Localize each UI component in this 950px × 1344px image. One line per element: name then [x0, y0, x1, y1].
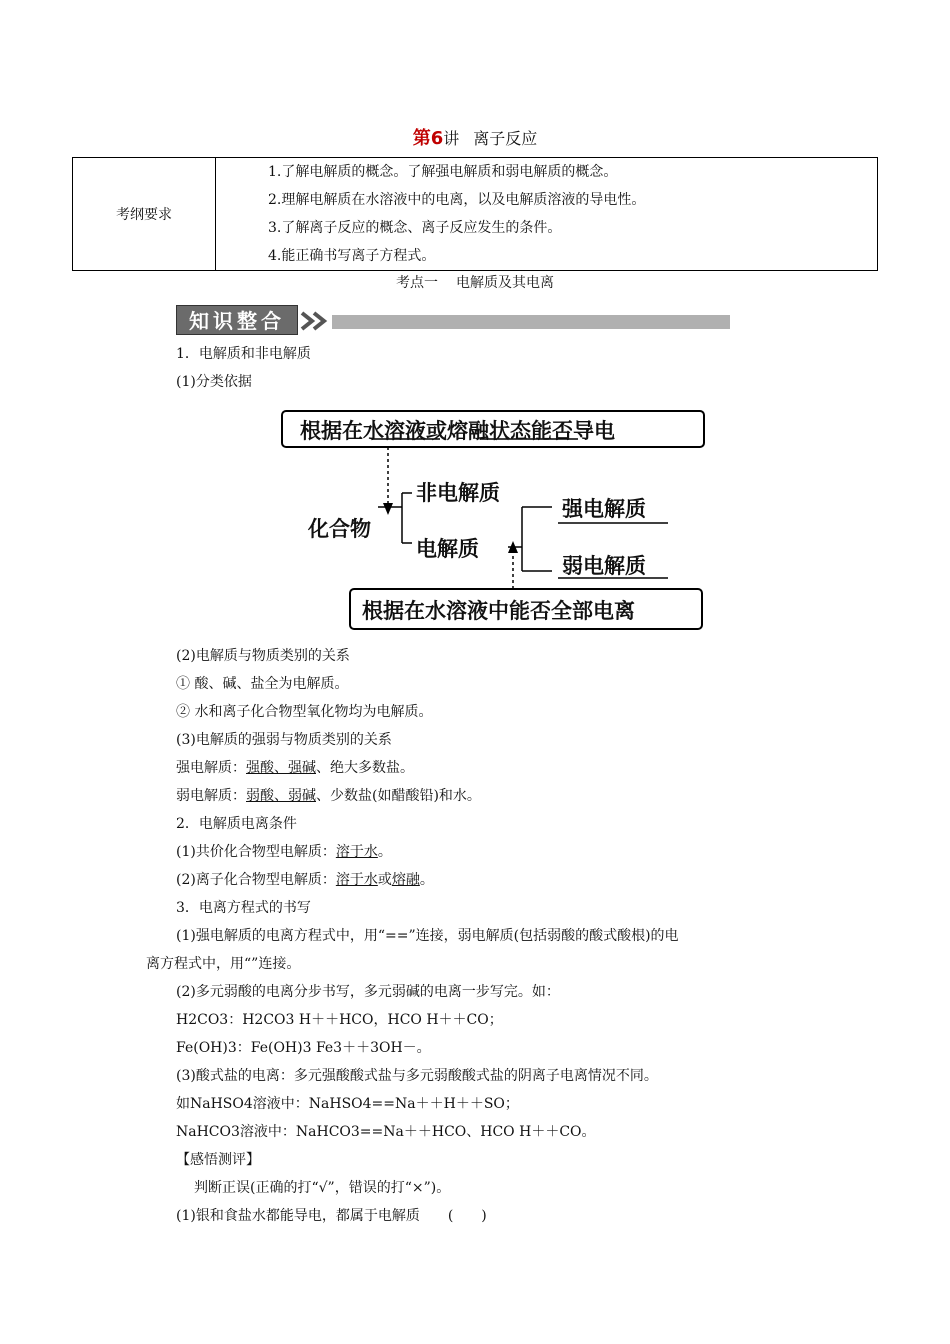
node-strong-electrolyte: 强电解质: [562, 497, 646, 521]
text-line: (1)共价化合物型电解质：溶于水。: [176, 844, 392, 860]
text-line: 强电解质：强酸、强碱、绝大多数盐。: [176, 760, 414, 776]
text-line: (3)电解质的强弱与物质类别的关系: [176, 732, 392, 748]
text-line: NaHCO3溶液中：NaHCO3==Na＋＋HCO、HCO H＋＋CO。: [176, 1124, 596, 1140]
answer-blank: 强酸、强碱: [246, 760, 316, 776]
answer-blank: 溶于水: [335, 872, 378, 888]
banner-label: 知识整合: [176, 305, 298, 335]
answer-blank: 弱酸、弱碱: [246, 788, 316, 804]
knowledge-banner: [176, 305, 730, 335]
text-line: ② 水和离子化合物型氧化物均为电解质。: [176, 704, 433, 720]
node-electrolyte: 电解质: [416, 537, 479, 561]
answer-blank: 溶于水: [335, 844, 378, 860]
node-weak-electrolyte: 弱电解质: [562, 554, 646, 578]
text-line: (2)离子化合物型电解质：溶于水或熔融。: [176, 872, 434, 888]
text-line: (1)分类依据: [176, 374, 252, 390]
text-line: 判断正误(正确的打“√”，错误的打“×”)。: [194, 1180, 451, 1196]
requirement-item: 4.能正确书写离子方程式。: [268, 248, 436, 264]
answer-blank: 熔融: [391, 872, 420, 888]
text-line: ① 酸、碱、盐全为电解质。: [176, 676, 349, 692]
requirements-table: [72, 157, 878, 271]
requirement-item: 1.了解电解质的概念。了解强电解质和弱电解质的概念。: [268, 164, 618, 180]
text-line: 2．电解质电离条件: [176, 816, 297, 832]
text-line: 1．电解质和非电解质: [176, 346, 311, 362]
requirement-item: 2.理解电解质在水溶液中的电离，以及电解质溶液的导电性。: [268, 192, 646, 208]
title-lecture: 讲: [443, 129, 460, 148]
requirements-label: 考纲要求: [73, 158, 216, 271]
title-topic: 离子反应: [473, 129, 538, 148]
text-line: (2)电解质与物质类别的关系: [176, 648, 350, 664]
classification-diagram: [280, 405, 710, 637]
banner-bar: [332, 315, 730, 329]
text-line: (1)强电解质的电离方程式中，用“==”连接，弱电解质(包括弱酸的酸式酸根)的电: [176, 928, 679, 944]
section-heading: [0, 272, 950, 292]
double-chevron-icon: [300, 311, 332, 331]
criterion-box-bottom: 根据在水溶液中能否全部电离: [362, 599, 635, 623]
text-line: 如NaHSO4溶液中：NaHSO4==Na＋＋H＋＋SO；: [176, 1096, 519, 1112]
node-compound: 化合物: [308, 517, 371, 541]
title-number: 第6: [412, 128, 444, 149]
subheading-ganwu: 【感悟测评】: [176, 1152, 260, 1168]
criterion-box-top: 根据在水溶液或熔融状态能否导电: [300, 419, 615, 443]
page-title: [0, 124, 950, 150]
text-line: 离方程式中，用“”连接。: [146, 956, 301, 972]
text-line: 弱电解质：弱酸、弱碱、少数盐(如醋酸铅)和水。: [176, 788, 481, 804]
text-line: Fe(OH)3：Fe(OH)3 Fe3＋＋3OH－。: [176, 1040, 431, 1056]
node-non-electrolyte: 非电解质: [416, 481, 500, 505]
text-line: 3．电离方程式的书写: [176, 900, 311, 916]
requirements-list: [216, 158, 878, 271]
section-topic: 电解质及其电离: [456, 275, 554, 291]
text-line: (3)酸式盐的电离：多元强酸酸式盐与多元弱酸酸式盐的阴离子电离情况不同。: [176, 1068, 658, 1084]
text-line: (2)多元弱酸的电离分步书写，多元弱碱的电离一步写完。如：: [176, 984, 560, 1000]
requirement-item: 3.了解离子反应的概念、离子反应发生的条件。: [268, 220, 562, 236]
question-1: (1)银和食盐水都能导电，都属于电解质 ( ): [176, 1208, 487, 1224]
section-kaodian: 考点一: [396, 275, 438, 291]
text-line: H2CO3：H2CO3 H＋＋HCO，HCO H＋＋CO；: [176, 1012, 503, 1028]
